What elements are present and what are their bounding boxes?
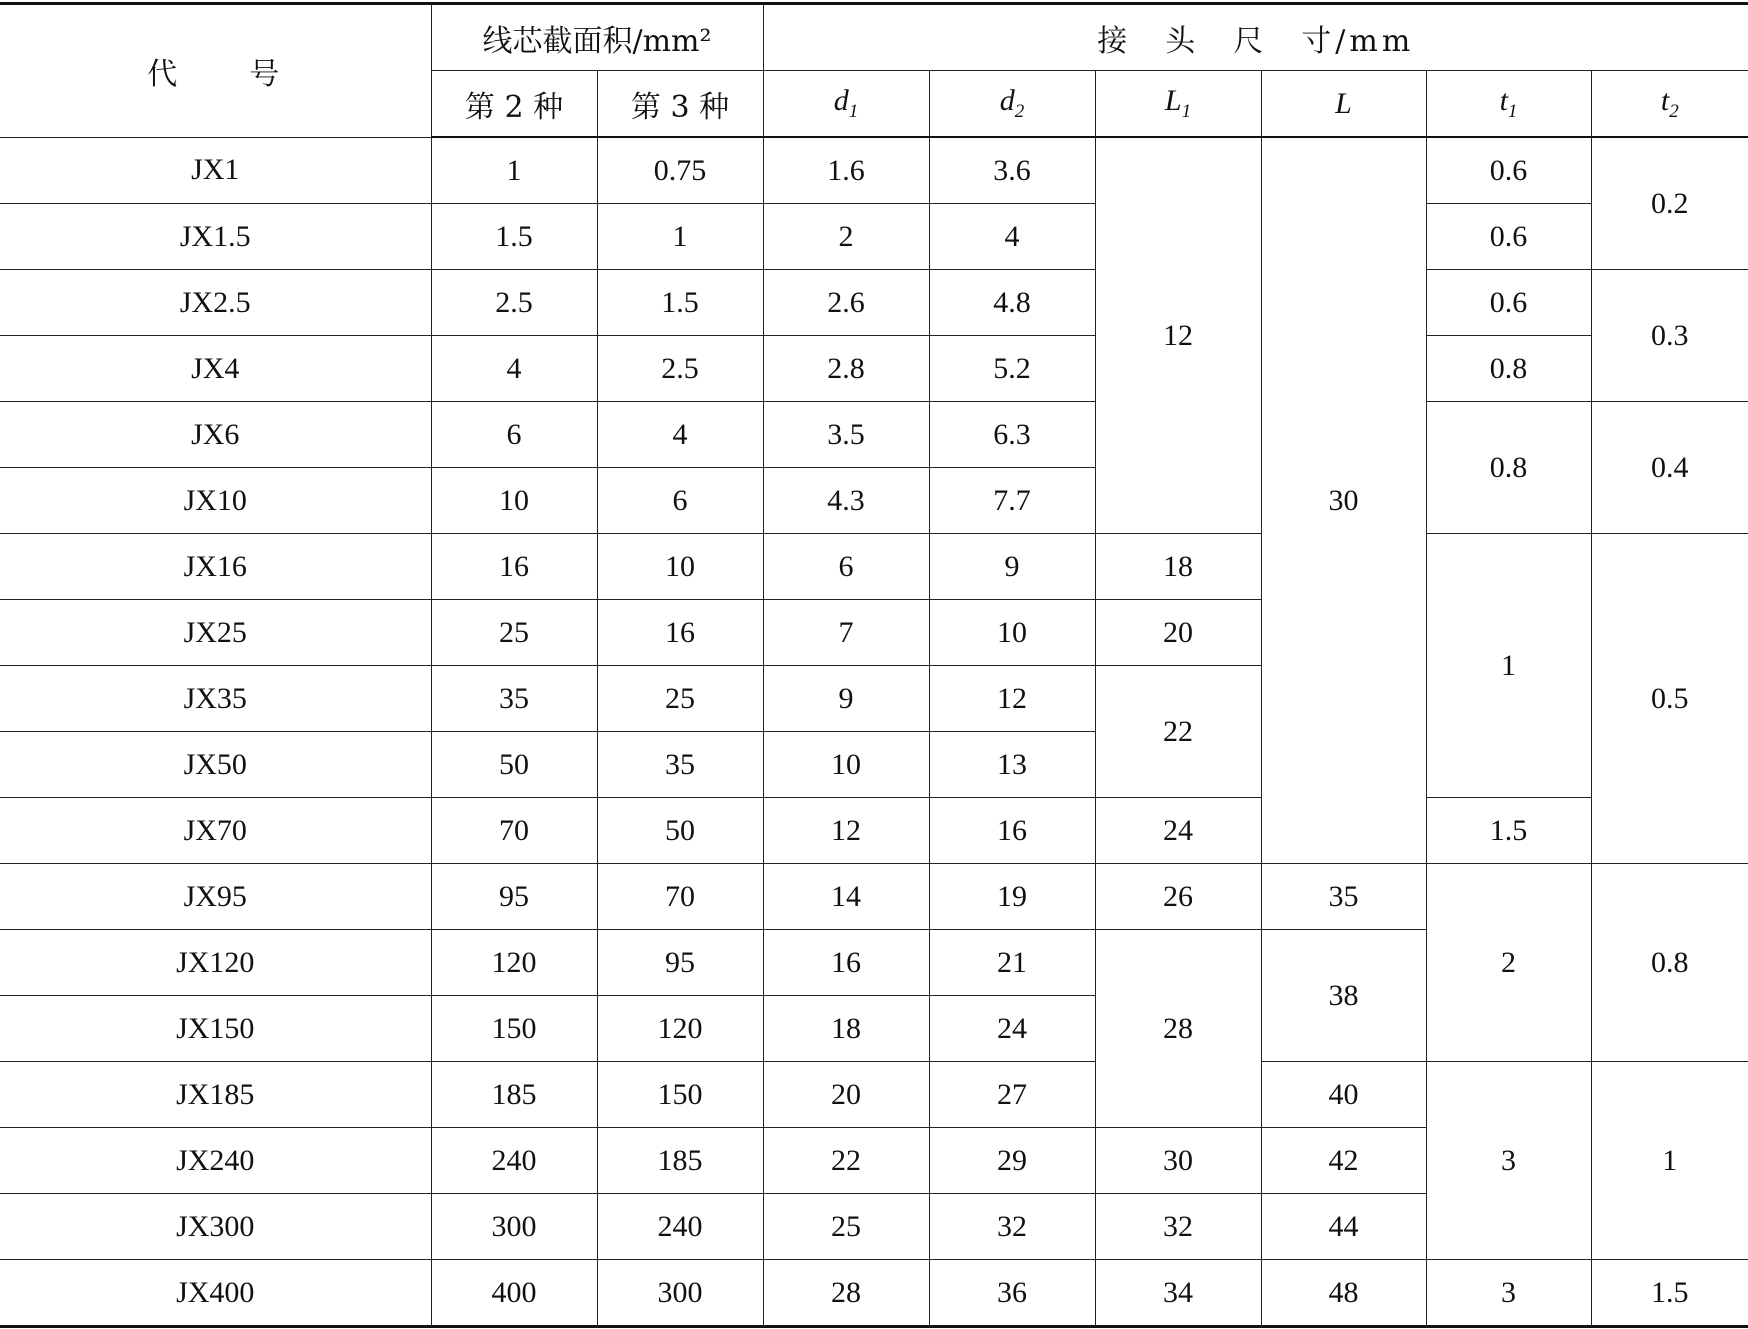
d2-cell: 13 xyxy=(929,732,1095,798)
area-2-cell: 16 xyxy=(431,534,597,600)
d2-symbol: $d_2$ xyxy=(999,84,1025,122)
t1-cell: 0.6 xyxy=(1426,204,1591,270)
area-2-cell: 185 xyxy=(431,1062,597,1128)
code-cell: JX4 xyxy=(0,336,431,402)
L-cell: 44 xyxy=(1261,1194,1426,1260)
area-3-cell: 6 xyxy=(597,468,763,534)
d2-cell: 12 xyxy=(929,666,1095,732)
area-3-cell: 1.5 xyxy=(597,270,763,336)
area-3-cell: 10 xyxy=(597,534,763,600)
table-row xyxy=(0,534,1748,600)
code-cell: JX10 xyxy=(0,468,431,534)
d1-cell: 16 xyxy=(763,930,929,996)
code-cell: JX300 xyxy=(0,1194,431,1260)
code-cell: JX400 xyxy=(0,1260,431,1327)
d2-cell: 32 xyxy=(929,1194,1095,1260)
d1-header xyxy=(763,71,929,138)
area-2-cell: 1.5 xyxy=(431,204,597,270)
area-2-header: 第 2 种 xyxy=(431,71,597,138)
t2-cell: 1 xyxy=(1591,1062,1748,1260)
d1-cell: 28 xyxy=(763,1260,929,1327)
area-2-cell: 70 xyxy=(431,798,597,864)
d2-cell: 21 xyxy=(929,930,1095,996)
area-3-cell: 0.75 xyxy=(597,137,763,204)
t2-cell: 0.3 xyxy=(1591,270,1748,402)
code-cell: JX6 xyxy=(0,402,431,468)
area-2-cell: 50 xyxy=(431,732,597,798)
code-cell: JX1.5 xyxy=(0,204,431,270)
L-cell: 42 xyxy=(1261,1128,1426,1194)
t1-cell: 1 xyxy=(1426,534,1591,798)
L-symbol: L xyxy=(1335,86,1352,120)
area-3-cell: 300 xyxy=(597,1260,763,1327)
L1-cell: 26 xyxy=(1095,864,1261,930)
d1-cell: 25 xyxy=(763,1194,929,1260)
d1-cell: 22 xyxy=(763,1128,929,1194)
table-row xyxy=(0,402,1748,468)
area-3-cell: 120 xyxy=(597,996,763,1062)
L1-cell: 20 xyxy=(1095,600,1261,666)
t1-cell: 1.5 xyxy=(1426,798,1591,864)
code-cell: JX150 xyxy=(0,996,431,1062)
t2-symbol: $t_2$ xyxy=(1660,84,1679,122)
L1-cell: 28 xyxy=(1095,930,1261,1128)
d1-cell: 12 xyxy=(763,798,929,864)
t1-cell: 0.8 xyxy=(1426,336,1591,402)
t2-header xyxy=(1591,71,1748,138)
area-2-cell: 400 xyxy=(431,1260,597,1327)
L1-cell: 12 xyxy=(1095,137,1261,534)
area-3-cell: 4 xyxy=(597,402,763,468)
area-group-header xyxy=(431,4,763,71)
code-cell: JX240 xyxy=(0,1128,431,1194)
t1-cell: 3 xyxy=(1426,1260,1591,1327)
area-3-cell: 25 xyxy=(597,666,763,732)
table-row xyxy=(0,336,1748,402)
d2-cell: 3.6 xyxy=(929,137,1095,204)
area-2-cell: 95 xyxy=(431,864,597,930)
area-2-cell: 1 xyxy=(431,137,597,204)
d1-cell: 3.5 xyxy=(763,402,929,468)
d2-cell: 36 xyxy=(929,1260,1095,1327)
d2-cell: 7.7 xyxy=(929,468,1095,534)
d1-cell: 2.8 xyxy=(763,336,929,402)
d1-symbol: $d_1$ xyxy=(833,84,859,122)
area-2-cell: 240 xyxy=(431,1128,597,1194)
L1-cell: 30 xyxy=(1095,1128,1261,1194)
area-2-cell: 6 xyxy=(431,402,597,468)
area-3-cell: 150 xyxy=(597,1062,763,1128)
t2-cell: 0.2 xyxy=(1591,137,1748,270)
d2-cell: 24 xyxy=(929,996,1095,1062)
L1-header xyxy=(1095,71,1261,138)
code-cell: JX70 xyxy=(0,798,431,864)
t1-cell: 3 xyxy=(1426,1062,1591,1260)
d1-cell: 1.6 xyxy=(763,137,929,204)
d1-cell: 4.3 xyxy=(763,468,929,534)
L-cell: 38 xyxy=(1261,930,1426,1062)
d1-cell: 2 xyxy=(763,204,929,270)
code-cell: JX1 xyxy=(0,137,431,204)
table-row xyxy=(0,1260,1748,1327)
t1-cell: 0.6 xyxy=(1426,270,1591,336)
area-3-cell: 50 xyxy=(597,798,763,864)
area-2-cell: 300 xyxy=(431,1194,597,1260)
t2-cell: 0.5 xyxy=(1591,534,1748,864)
area-3-cell: 1 xyxy=(597,204,763,270)
L-cell: 48 xyxy=(1261,1260,1426,1327)
area-2-cell: 35 xyxy=(431,666,597,732)
L1-cell: 32 xyxy=(1095,1194,1261,1260)
d2-cell: 4.8 xyxy=(929,270,1095,336)
code-cell: JX95 xyxy=(0,864,431,930)
d2-cell: 16 xyxy=(929,798,1095,864)
d2-cell: 27 xyxy=(929,1062,1095,1128)
d1-cell: 6 xyxy=(763,534,929,600)
t2-cell: 0.8 xyxy=(1591,864,1748,1062)
table-row xyxy=(0,798,1748,864)
t1-cell: 0.6 xyxy=(1426,137,1591,204)
t2-cell: 1.5 xyxy=(1591,1260,1748,1327)
code-cell: JX120 xyxy=(0,930,431,996)
table-row xyxy=(0,270,1748,336)
L1-cell: 34 xyxy=(1095,1260,1261,1327)
size-group-header: 接 头 尺 寸/mm xyxy=(763,4,1748,71)
d2-cell: 29 xyxy=(929,1128,1095,1194)
d2-header xyxy=(929,71,1095,138)
joint-size-table xyxy=(0,2,1748,1328)
area-3-cell: 2.5 xyxy=(597,336,763,402)
table-row xyxy=(0,204,1748,270)
d2-cell: 5.2 xyxy=(929,336,1095,402)
d1-cell: 7 xyxy=(763,600,929,666)
d1-cell: 20 xyxy=(763,1062,929,1128)
code-cell: JX16 xyxy=(0,534,431,600)
header-row-1 xyxy=(0,4,1748,71)
L-header xyxy=(1261,71,1426,138)
code-cell: JX2.5 xyxy=(0,270,431,336)
L1-cell: 18 xyxy=(1095,534,1261,600)
table-row xyxy=(0,137,1748,204)
t1-symbol: $t_1$ xyxy=(1499,84,1518,122)
d2-cell: 4 xyxy=(929,204,1095,270)
area-2-cell: 25 xyxy=(431,600,597,666)
L1-cell: 24 xyxy=(1095,798,1261,864)
table-row xyxy=(0,864,1748,930)
d1-cell: 2.6 xyxy=(763,270,929,336)
L-cell: 30 xyxy=(1261,137,1426,864)
table-row xyxy=(0,1062,1748,1128)
area-2-cell: 4 xyxy=(431,336,597,402)
area-2-cell: 2.5 xyxy=(431,270,597,336)
d2-cell: 19 xyxy=(929,864,1095,930)
code-cell: JX25 xyxy=(0,600,431,666)
area-3-header: 第 3 种 xyxy=(597,71,763,138)
area-3-cell: 185 xyxy=(597,1128,763,1194)
area-2-cell: 150 xyxy=(431,996,597,1062)
area-3-cell: 240 xyxy=(597,1194,763,1260)
code-cell: JX35 xyxy=(0,666,431,732)
t2-cell: 0.4 xyxy=(1591,402,1748,534)
L-cell: 35 xyxy=(1261,864,1426,930)
t1-cell: 0.8 xyxy=(1426,402,1591,534)
d2-cell: 6.3 xyxy=(929,402,1095,468)
area-2-cell: 10 xyxy=(431,468,597,534)
d1-cell: 14 xyxy=(763,864,929,930)
d2-cell: 9 xyxy=(929,534,1095,600)
d1-cell: 18 xyxy=(763,996,929,1062)
area-3-cell: 70 xyxy=(597,864,763,930)
t1-cell: 2 xyxy=(1426,864,1591,1062)
L1-symbol: $L_1$ xyxy=(1164,84,1192,122)
d1-cell: 9 xyxy=(763,666,929,732)
d1-cell: 10 xyxy=(763,732,929,798)
area-3-cell: 16 xyxy=(597,600,763,666)
d2-cell: 10 xyxy=(929,600,1095,666)
L1-cell: 22 xyxy=(1095,666,1261,798)
area-group-label: 线芯截面积/mm² xyxy=(482,23,712,59)
code-cell: JX50 xyxy=(0,732,431,798)
area-2-cell: 120 xyxy=(431,930,597,996)
area-3-cell: 35 xyxy=(597,732,763,798)
area-3-cell: 95 xyxy=(597,930,763,996)
L-cell: 40 xyxy=(1261,1062,1426,1128)
code-cell: JX185 xyxy=(0,1062,431,1128)
t1-header xyxy=(1426,71,1591,138)
code-header: 代 号 xyxy=(0,4,431,138)
